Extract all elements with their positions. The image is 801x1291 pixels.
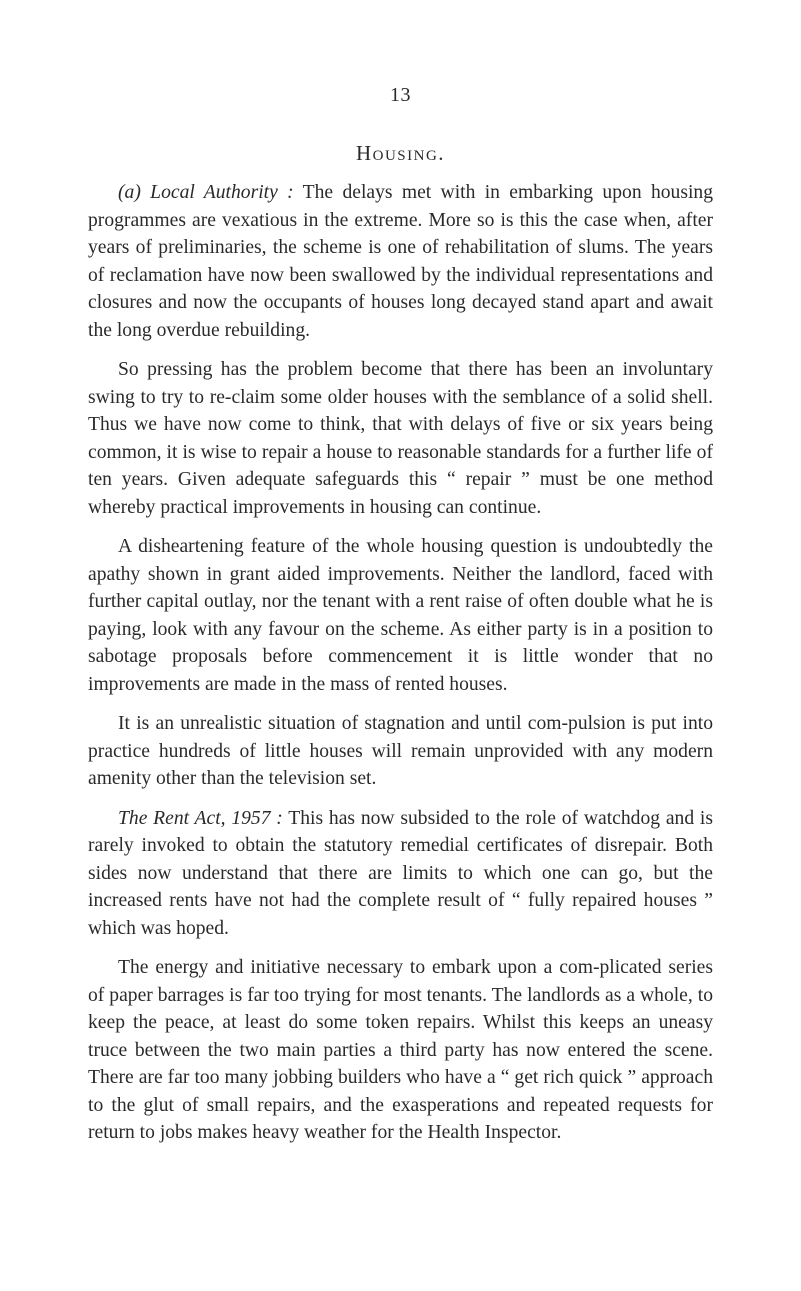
paragraph-text: The delays met with in embarking upon housing programmes are vexatious in the extreme. More so is this the case when, after years of preliminaries, the scheme is one of rehabilitation of slums. The years of reclamation have now been swallowed by the individual representations and closures and now the occupants of houses long decayed stand apart and await the long overdue rebuilding. — [88, 182, 713, 341]
paragraph-text: So pressing has the problem become that there has been an involuntary swing to try to re-claim some older houses with the semblance of a solid shell. Thus we have now come to think, that with delays of five or six years being common, it is wise to repair a house to reasonable standards for a further life of ten years. Given adequate safeguards this “ repair ” must be one method whereby practical improvements in housing can continue. — [88, 359, 713, 518]
paragraph-lead: The Rent Act, 1957 : — [118, 807, 283, 829]
paragraph-text: It is an unrealistic situation of stagnation and until com-pulsion is put into practice hundreds of little houses will remain unprovided with any modern amenity other than the television set. — [88, 713, 713, 789]
paragraph-lead: (a) Local Authority : — [118, 182, 294, 203]
paragraph-local-authority — [88, 179, 713, 344]
paragraph — [88, 533, 713, 698]
paragraph — [88, 356, 713, 521]
document-body — [88, 179, 713, 1159]
section-heading: Housing. — [355, 141, 446, 165]
page-number: 13 — [390, 84, 411, 106]
paragraph-rent-act — [88, 805, 713, 943]
paragraph-text: A disheartening feature of the whole housing question is undoubtedly the apathy shown in grant aided improvements. Neither the landlord, faced with further capital outlay, nor the tenant with a rent raise of often double what he is paying, look with any favour on the scheme. As either party is in a position to sabotage proposals before commencement it is little wonder that no improvements are made in the mass of rented houses. — [88, 536, 713, 695]
paragraph-text: This has now subsided to the role of watchdog and is rarely invoked to obtain the statutory remedial certificates of disrepair. Both sides now understand that there are limits to which one can go, but the increased rents have not had the complete result of “ fully repaired houses ” which was hoped. — [88, 807, 713, 939]
paragraph — [88, 954, 713, 1147]
paragraph — [88, 710, 713, 793]
paragraph-text: The energy and initiative necessary to embark upon a com-plicated series of paper barrages is far too trying for most tenants. The landlords as a whole, to keep the peace, at least do some token repairs. Whilst this keeps an uneasy truce between the two main parties a third party has now entered the scene. There are far too many jobbing builders who have a “ get rich quick ” approach to the glut of small repairs, and the exasperations and repeated requests for return to jobs makes heavy weather for the Health Inspector. — [88, 957, 713, 1143]
